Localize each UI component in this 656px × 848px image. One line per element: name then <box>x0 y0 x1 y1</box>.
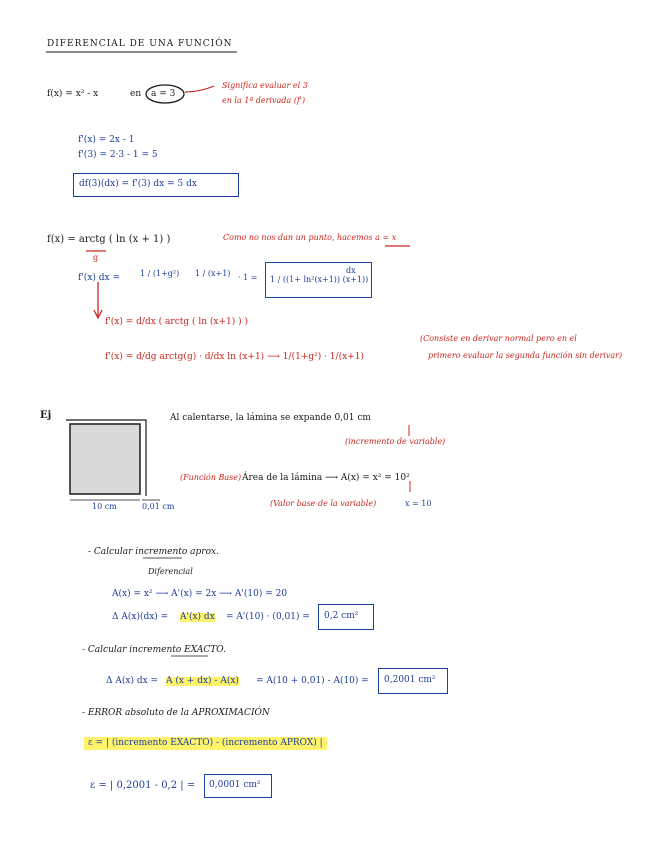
step3-formula: ε = | (incremento EXACTO) - (incremento APROX) | <box>84 737 327 750</box>
chain-rule-2: f'(x) = d/dg arctg(g) · d/dx ln (x+1) ⟶ 1/(1+g²) · 1/(x+1) <box>105 352 364 362</box>
step1-line2-b: = A'(10) · (0,01) = <box>226 612 310 622</box>
derivative-2: f'(3) = 2·3 - 1 = 5 <box>78 150 158 160</box>
page-title: DIFERENCIAL DE UNA FUNCIÓN <box>47 39 233 49</box>
area-expression: Área de la lámina ⟶ A(x) = x² = 10² <box>242 473 410 483</box>
deriv-frac-2: 1 / (x+1) <box>195 269 231 278</box>
note-arrow <box>185 86 214 92</box>
step1-title: - Calcular incremento aprox. <box>88 547 219 557</box>
boxed-fraction: 1 / ((1+ ln²(x+1)) (x+1)) <box>270 275 369 284</box>
result-1: df(3)(dx) = f'(3) dx = 5 dx <box>79 179 197 189</box>
step1-line1: A(x) = x² ⟶ A'(x) = 2x ⟶ A'(10) = 20 <box>112 589 288 599</box>
step2-result: 0,2001 cm² <box>384 675 436 685</box>
problem-statement: Al calentarse, la lámina se expande 0,01 cm <box>170 413 371 423</box>
step2-line-a: Δ A(x) dx = <box>106 676 159 686</box>
lamina-square <box>70 424 140 494</box>
deriv-frac-1: 1 / (1+g²) <box>140 269 180 278</box>
step3-result: 0,0001 cm² <box>209 780 261 790</box>
function-1: f(x) = x² - x <box>47 89 99 99</box>
step2-line-b: = A(10 + 0,01) - A(10) = <box>256 676 369 686</box>
chain-note-2: primero evaluar la segunda función sin derivar) <box>428 351 623 360</box>
step2-title: - Calcular incremento EXACTO. <box>82 645 226 655</box>
delta-length-label: 0,01 cm <box>142 502 175 511</box>
step1-line2-a: Δ A(x)(dx) = <box>112 612 169 622</box>
note-evaluate-2: en la 1ª derivada (f') <box>222 96 306 105</box>
g-mark: g <box>93 253 99 262</box>
note-evaluate-1: Significa evaluar el 3 <box>222 81 308 90</box>
derivative-1: f'(x) = 2x - 1 <box>78 135 135 145</box>
step2-line-highlight: A (x + dx) - A(x) <box>166 676 239 686</box>
deriv-times: · 1 = <box>238 273 258 282</box>
chain-note-1: (Consiste en derivar normal pero en el <box>420 334 577 343</box>
exercise-label: Ej <box>40 410 52 421</box>
base-value-note: (Valor base de la variable) <box>270 499 377 508</box>
increment-note: (incremento de variable) <box>345 437 446 446</box>
deriv-lhs: f'(x) dx = <box>78 273 121 283</box>
en-label: en <box>130 89 142 99</box>
step3-line: ε = | 0,2001 - 0,2 | = <box>90 780 196 791</box>
step1-line2-highlight: A'(x) dx <box>180 612 215 622</box>
boxed-dx: dx <box>346 266 356 275</box>
step1-result: 0,2 cm² <box>324 611 359 621</box>
chain-rule-1: f'(x) = d/dx ( arctg ( ln (x+1) ) ) <box>105 317 248 327</box>
side-length-label: 10 cm <box>92 502 117 511</box>
point-value: a = 3 <box>151 89 176 99</box>
function-2: f(x) = arctg ( ln (x + 1) ) <box>47 234 171 245</box>
step3-title: - ERROR absoluto de la APROXIMACIÓN <box>82 708 270 718</box>
note-a-equals-x: Como no nos dan un punto, hacemos a = x <box>223 233 397 242</box>
base-function-note: (Función Base) <box>180 473 242 482</box>
step1-subtitle: Diferencial <box>148 567 193 576</box>
x-value: x = 10 <box>405 499 432 508</box>
